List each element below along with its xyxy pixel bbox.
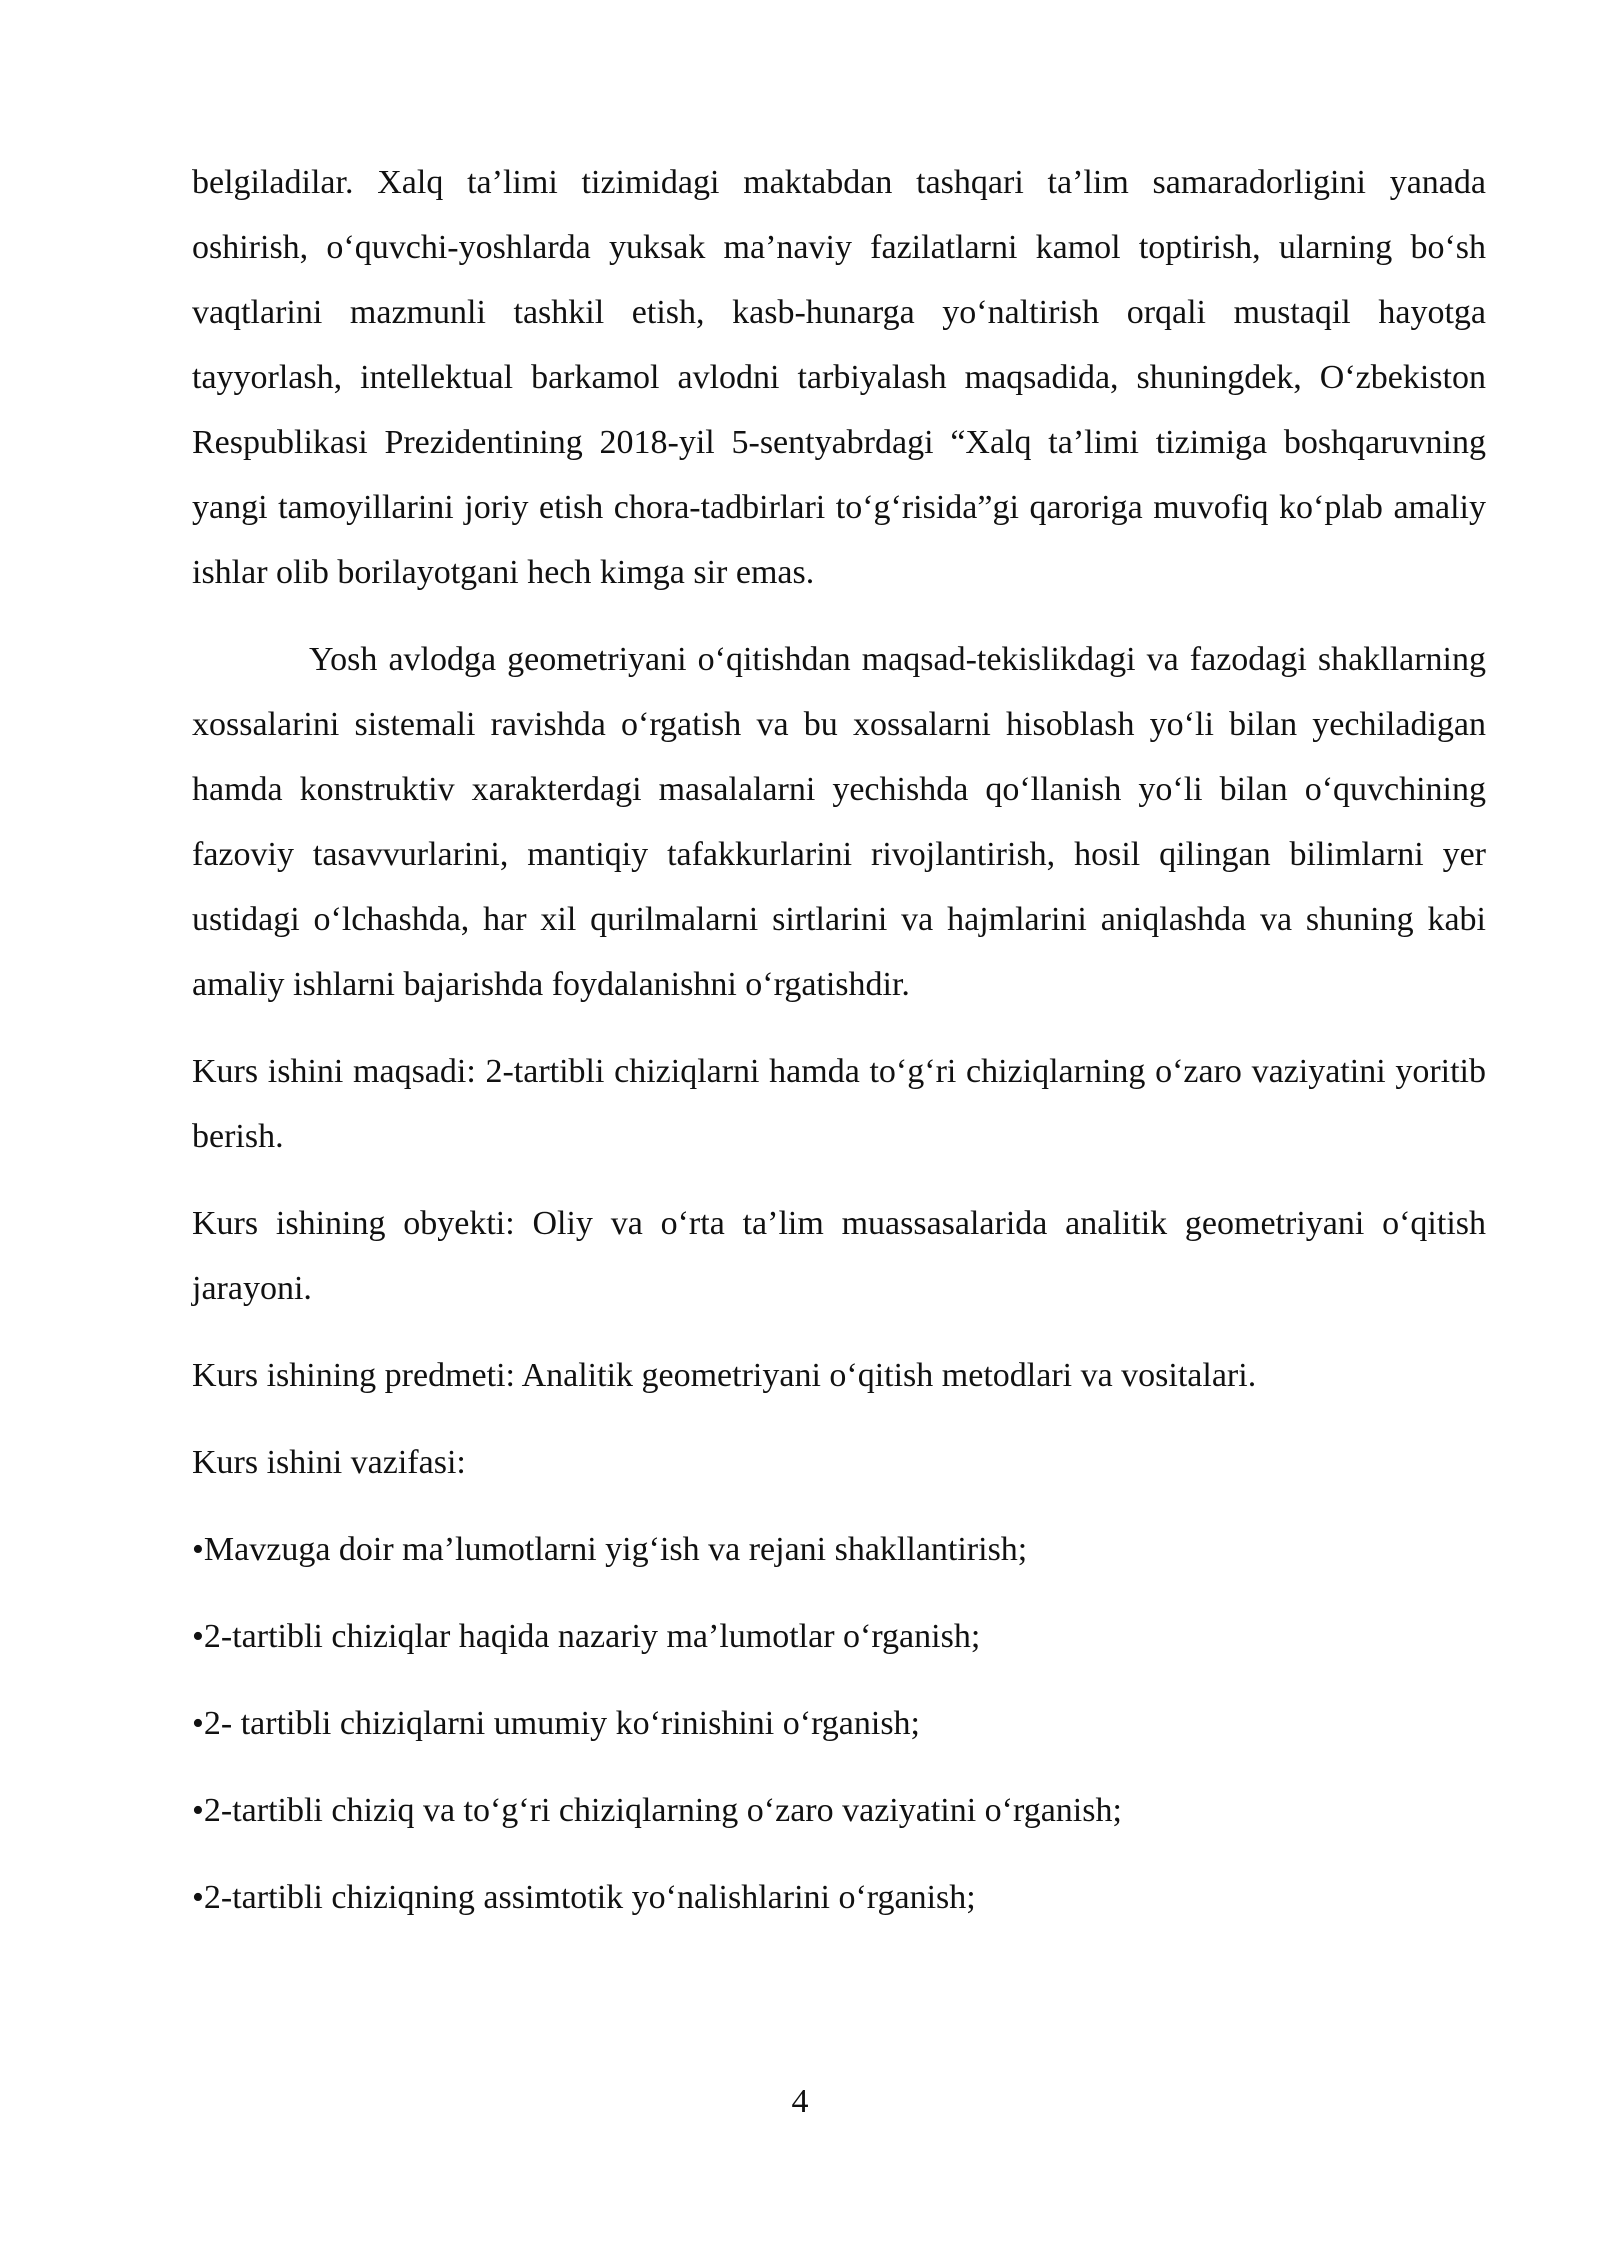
paragraph-course-object: Kurs ishining obyekti: Oliy va o‘rta ta’lim muassasalarida analitik geometriyani o‘qitish jarayoni.: [192, 1205, 1486, 1307]
paragraph-course-subject: Kurs ishining predmeti: Analitik geometriyani o‘qitish metodlari va vositalari.: [192, 1357, 1257, 1394]
list-item: •2-tartibli chiziqning assimtotik yo‘nalishlarini o‘rganish;: [192, 1879, 976, 1916]
paragraph-course-tasks-heading: Kurs ishini vazifasi:: [192, 1444, 466, 1481]
paragraph-course-aim: Kurs ishini maqsadi: 2-tartibli chiziqlarni hamda to‘g‘ri chiziqlarning o‘zaro vaziyatini yoritib berish.: [192, 1053, 1486, 1155]
list-item: •2-tartibli chiziq va to‘g‘ri chiziqlarning o‘zaro vaziyatini o‘rganish;: [192, 1792, 1122, 1829]
page-number: 4: [791, 2083, 809, 2120]
list-item: •2-tartibli chiziqlar haqida nazariy ma’lumotlar o‘rganish;: [192, 1618, 981, 1655]
paragraph-geometry-goal: Yosh avlodga geometriyani o‘qitishdan maqsad-tekislikdagi va fazodagi shakllarning xossalarini sistemali ravishda o‘rgatish va bu xossalarni hisoblash yo‘li bilan yechiladigan hamda konstruktiv xarakterdagi masalalarni yechishda qo‘llanish yo‘li bilan o‘quvchining fazoviy tasavvurlarini, mantiqiy tafakkurlarini rivojlantirish, hosil qilingan bilimlarni yer ustidagi o‘lchashda, har xil qurilmalarni sirtlarini va hajmlarini aniqlashda va shuning kabi amaliy ishlarni bajarishda foydalanishni o‘rgatishdir.: [192, 641, 1486, 1003]
task-list: [192, 1517, 1486, 1930]
list-item: •2- tartibli chiziqlarni umumiy ko‘rinishini o‘rganish;: [192, 1705, 920, 1742]
paragraph-intro: belgiladilar. Xalq ta’limi tizimidagi maktabdan tashqari ta’lim samaradorligini yanada oshirish, o‘quvchi-yoshlarda yuksak ma’naviy fazilatlarni kamol toptirish, ularning bo‘sh vaqtlarini mazmunli tashkil etish, kasb-hunarga yo‘naltirish orqali mustaqil hayotga tayyorlash, intellektual barkamol avlodni tarbiyalash maqsadida, shuningdek, O‘zbekiston Respublikasi Prezidentining 2018-yil 5-sentyabrdagi “Xalq ta’limi tizimiga boshqaruvning yangi tamoyillarini joriy etish chora-tadbirlari to‘g‘risida”gi qaroriga muvofiq ko‘plab amaliy ishlar olib borilayotgani hech kimga sir emas.: [192, 164, 1486, 591]
list-item: •Mavzuga doir ma’lumotlarni yig‘ish va rejani shakllantirish;: [192, 1531, 1028, 1568]
document-page: [192, 150, 1486, 1930]
